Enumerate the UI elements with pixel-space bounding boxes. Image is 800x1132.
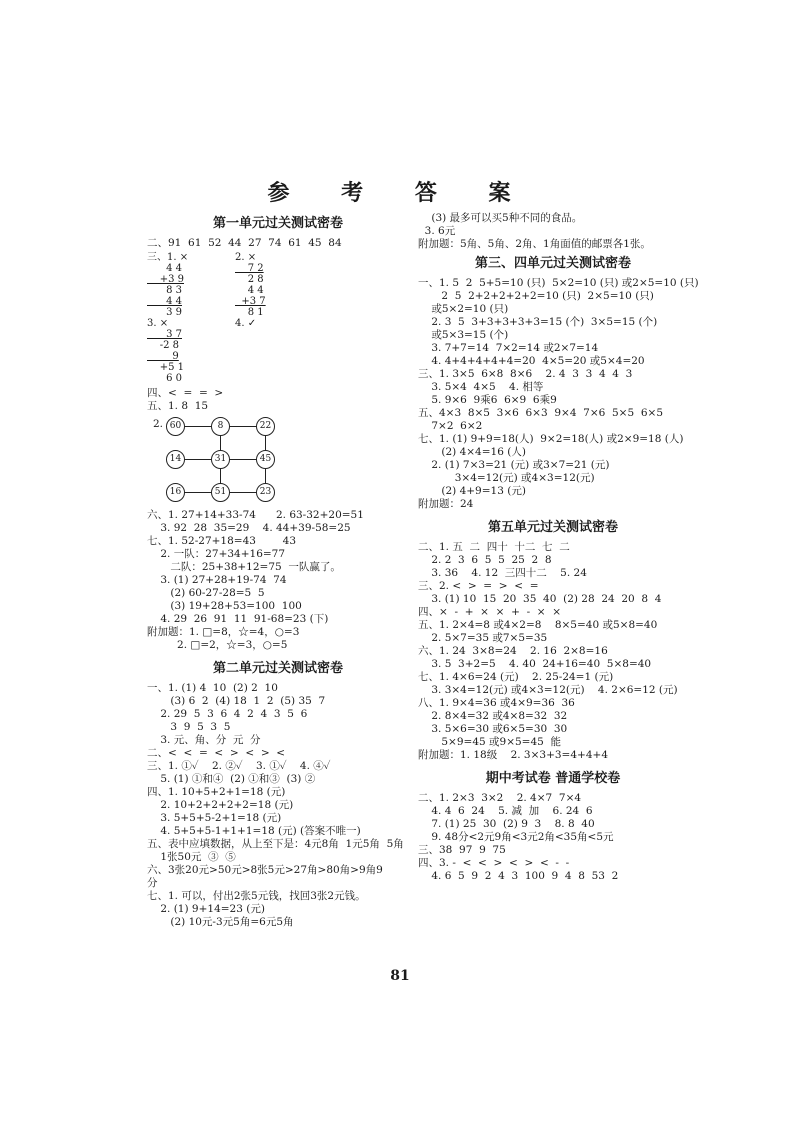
- answer-line: 3. 36 4. 12 三四十二 5. 24: [418, 567, 587, 579]
- answer-line: 4. 4+4+4+4+4=20 4×5=20 或5×4=20: [418, 355, 645, 367]
- answer-line: 2. □=2，☆=3，○=5: [147, 639, 288, 651]
- answer-line: 三、2. < > = > < =: [418, 580, 539, 592]
- number-grid-diagram: [147, 415, 409, 505]
- answer-line: 七、1. 4×6=24 (元) 2. 25-24=1 (元): [418, 671, 614, 683]
- vertical-calc-2: [235, 252, 315, 318]
- answer-line: 3. 92 28 35=29 4. 44+39-58=25: [147, 522, 351, 534]
- answer-line: 2. (1) 9+14=23 (元): [147, 903, 265, 915]
- answer-line: 3 9 5 3 5: [147, 721, 231, 733]
- grid-node: 22: [256, 417, 275, 436]
- calc-line: 4 4: [235, 285, 264, 296]
- vertical-calculations: [147, 252, 409, 318]
- answer-line: (2) 4+9=13 (元): [418, 485, 526, 497]
- grid-node: 45: [256, 450, 275, 469]
- answer-line: 四、× - + × × + - × ×: [418, 606, 562, 618]
- check-mark-answer: 4. ✓: [235, 318, 257, 329]
- answer-line: 4. 29 26 91 11 91-68=23 (下): [147, 613, 329, 625]
- grid-node: 8: [211, 417, 230, 436]
- page-title: 参 考 答 案: [267, 181, 533, 206]
- calc-line: 2. ×: [235, 252, 257, 263]
- answer-line: 4. 6 5 9 2 4 3 100 9 4 8 53 2: [418, 870, 619, 882]
- vertical-calc-3: [147, 318, 227, 384]
- unit-2-continued: [418, 212, 688, 251]
- answer-line: 3. 7+7=14 7×2=14 或2×7=14: [418, 342, 599, 354]
- calc-line: 8 1: [235, 307, 264, 318]
- unit-1-answers-a: [147, 237, 409, 250]
- answer-line: 八、1. 9×4=36 或4×9=36 36: [418, 697, 575, 709]
- answer-line: (2) 4×4=16 (人): [418, 446, 526, 458]
- answer-line: 七、1. 52-27+18=43 43: [147, 535, 297, 547]
- grid-node: 60: [166, 417, 185, 436]
- answer-line: 分: [147, 877, 158, 889]
- answer-line: (2) 60-27-28=5 5: [147, 587, 265, 599]
- unit-5-answers: [418, 541, 688, 762]
- answer-line: 2. 10+2+2+2+2=18 (元): [147, 799, 294, 811]
- answer-line: 2 5 2+2+2+2+2=10 (只) 2×5=10 (只): [418, 290, 654, 302]
- answer-line: 3. 5+5+5-2+1=18 (元): [147, 812, 282, 824]
- answer-line: 4. 5+5+5-1+1+1=18 (元) (答案不唯一): [147, 825, 361, 837]
- answer-line: 二、1. 五 二 四十 十二 七 二: [418, 541, 570, 553]
- answer-line: 四、< = = >: [147, 387, 224, 399]
- answer-line: 二、91 61 52 44 27 74 61 45 84: [147, 237, 342, 249]
- left-column: [147, 215, 409, 929]
- calc-line: -2 8: [147, 340, 179, 351]
- answer-line: 五、1. 2×4=8 或4×2=8 8×5=40 或5×8=40: [418, 619, 658, 631]
- answer-line: 一、1. 5 2 5+5=10 (只) 5×2=10 (只) 或2×5=10 (只): [418, 277, 699, 289]
- midterm-answers: [418, 792, 688, 883]
- grid-node: 14: [166, 450, 185, 469]
- answer-line: 3. 5×6=30 或6×5=30 30: [418, 723, 568, 735]
- calc-line: +5 1: [147, 362, 184, 373]
- calc-line: 3 9: [147, 307, 182, 318]
- answer-line: 二队：25+38+12=75 一队赢了。: [147, 561, 341, 573]
- answer-line: 1张50元 ③ ⑤: [147, 851, 236, 863]
- calc-line: 8 3: [147, 285, 182, 296]
- answer-line: 四、1. 10+5+2+1=18 (元): [147, 786, 286, 798]
- answer-line: 一、1. (1) 4 10 (2) 2 10: [147, 682, 278, 694]
- answer-line: 3. (1) 27+28+19-74 74: [147, 574, 287, 586]
- grid-node: 16: [166, 483, 185, 502]
- grid-node: 31: [211, 450, 230, 469]
- answer-line: (3) 6 2 (4) 18 1 2 (5) 35 7: [147, 695, 326, 707]
- calc-line: 6 0: [147, 373, 182, 384]
- calc-line: 3 7: [147, 329, 182, 340]
- calc-line: 4 4: [147, 296, 182, 307]
- calc-line: +3 9: [147, 274, 184, 285]
- answer-line: 三、1. 3×5 6×8 8×6 2. 4 3 3 4 4 3: [418, 368, 633, 380]
- unit-1-answers-b: [147, 387, 409, 413]
- answer-line: 六、3张20元>50元>8张5元>27角>80角>9角9: [147, 864, 383, 876]
- calc-line: 3. ×: [147, 318, 169, 329]
- answer-line: 七、1. (1) 9+9=18(人) 9×2=18(人) 或2×9=18 (人): [418, 433, 684, 445]
- vertical-calc-1: [147, 252, 227, 318]
- answer-line: 9. 48分<2元9角<3元2角<35角<5元: [418, 831, 614, 843]
- answer-line: 2. 2 3 6 5 5 25 2 8: [418, 554, 552, 566]
- answer-line: 5×9=45 或9×5=45 能: [418, 736, 562, 748]
- page-number: 81: [390, 968, 410, 984]
- answer-line: (3) 最多可以买5种不同的食品。: [418, 212, 583, 224]
- answer-line: 3. 5×4 4×5 4. 相等: [418, 381, 544, 393]
- calc-line: 三、1. ×: [147, 252, 189, 263]
- right-column: [418, 212, 699, 883]
- answer-line: 3. 5 3+2=5 4. 40 24+16=40 5×8=40: [418, 658, 652, 670]
- answer-line: (2) 10元-3元5角=6元5角: [147, 916, 294, 928]
- answer-line: 附加题：1. □=8，☆=4，○=3: [147, 626, 300, 638]
- answer-line: 7. (1) 25 30 (2) 9 3 8. 8 40: [418, 818, 595, 830]
- section-title-midterm: 期中考试卷 普通学校卷: [485, 771, 621, 786]
- grid-label: 2.: [153, 418, 164, 430]
- grid-node: 51: [211, 483, 230, 502]
- answer-line: 附加题：24: [418, 498, 474, 510]
- vertical-calculations-2: [147, 318, 409, 384]
- unit-1-answers-c: [147, 509, 409, 652]
- answer-line: 2. 5×7=35 或7×5=35: [418, 632, 548, 644]
- answer-line: 3. 3×4=12(元) 或4×3=12(元) 4. 2×6=12 (元): [418, 684, 678, 696]
- answer-line: 3. 6元: [418, 225, 456, 237]
- answer-line: 5. (1) ①和④ (2) ①和③ (3) ②: [147, 773, 316, 785]
- answer-line: 4. 4 6 24 5. 减 加 6. 24 6: [418, 805, 593, 817]
- section-title-unit-2: 第二单元过关测试密卷: [212, 661, 343, 676]
- calc-line: 2 8: [235, 274, 264, 285]
- answer-line: 附加题：1. 18级 2. 3×3+3=4+4+4: [418, 749, 608, 761]
- section-title-unit-1: 第一单元过关测试密卷: [212, 216, 343, 231]
- answer-line: 2. 29 5 3 6 4 2 4 3 5 6: [147, 708, 308, 720]
- answer-line: 二、< < = < > < > <: [147, 747, 286, 759]
- answer-line: 2. (1) 7×3=21 (元) 或3×7=21 (元): [418, 459, 610, 471]
- answer-line: (3) 19+28+53=100 100: [147, 600, 302, 612]
- answer-line: 三、38 97 9 75: [418, 844, 506, 856]
- section-title-unit-5: 第五单元过关测试密卷: [487, 520, 618, 535]
- answer-line: 2. 3 5 3+3+3+3+3=15 (个) 3×5=15 (个): [418, 316, 658, 328]
- unit-2-answers: [147, 682, 409, 929]
- calc-line: 7 2: [235, 263, 264, 274]
- calc-line: +3 7: [235, 296, 266, 307]
- answer-line: 7×2 6×2: [418, 420, 483, 432]
- answer-line: 六、1. 27+14+33-74 2. 63-32+20=51: [147, 509, 364, 521]
- answer-line: 五、1. 8 15: [147, 400, 209, 412]
- answer-line: 5. 9×6 9乘6 6×9 6乘9: [418, 394, 557, 406]
- calc-line: 9: [147, 351, 179, 362]
- section-title-unit-3-4: 第三、四单元过关测试密卷: [474, 256, 631, 271]
- answer-line: 六、1. 24 3×8=24 2. 16 2×8=16: [418, 645, 608, 657]
- answer-line: 四、3. - < < > < > < - -: [418, 857, 570, 869]
- answer-line: 五、表中应填数据，从上至下是：4元8角 1元5角 5角: [147, 838, 404, 850]
- answer-line: 3. 元、角、分 元 分: [147, 734, 261, 746]
- answer-line: 二、1. 2×3 3×2 2. 4×7 7×4: [418, 792, 582, 804]
- answer-line: 2. 一队：27+34+16=77: [147, 548, 286, 560]
- answer-line: 或5×3=15 (个): [418, 329, 509, 341]
- answer-line: 3×4=12(元) 或4×3=12(元): [418, 472, 595, 484]
- answer-line: 2. 8×4=32 或4×8=32 32: [418, 710, 568, 722]
- answer-line: 附加题：5角、5角、2角、1角面值的邮票各1张。: [418, 238, 651, 250]
- answer-line: 或5×2=10 (只): [418, 303, 509, 315]
- answer-line: 七、1. 可以，付出2张5元钱，找回3张2元钱。: [147, 890, 366, 902]
- unit-3-4-answers: [418, 277, 699, 511]
- answer-line: 3. (1) 10 15 20 35 40 (2) 28 24 20 8 4: [418, 593, 662, 605]
- calc-line: 4 4: [147, 263, 182, 274]
- grid-node: 23: [256, 483, 275, 502]
- answer-line: 三、1. ①✓ 2. ②✓ 3. ①✓ 4. ④✓: [147, 760, 331, 772]
- answer-line: 五、4×3 8×5 3×6 6×3 9×4 7×6 5×5 6×5: [418, 407, 663, 419]
